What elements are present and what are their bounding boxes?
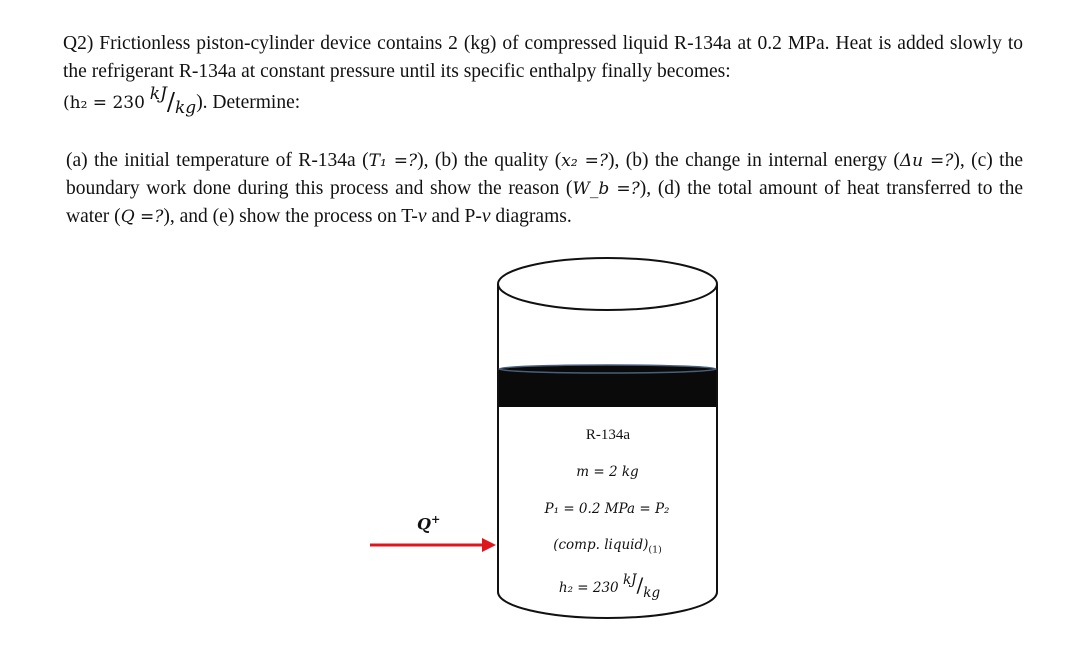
part-c-text: ), (c) the boundary work done during this process and show the reason ( <box>66 150 1023 199</box>
h2-unit-slash: / <box>166 88 175 116</box>
h2-unit-numerator: kJ <box>149 84 167 104</box>
enthalpy-unit-slash: / <box>636 573 644 597</box>
part-e-and: and P- <box>426 206 482 227</box>
pressure-label: P₁ = 0.2 MPa = P₂ <box>544 501 670 517</box>
delta-u-symbol: Δu =? <box>899 151 954 171</box>
state-text: (comp. liquid) <box>553 537 649 553</box>
v-symbol-1: v <box>417 206 427 227</box>
substance-label: R-134a <box>585 427 631 443</box>
problem-intro: Q2) Frictionless piston-cylinder device contains 2 (kg) of compressed liquid R-134a at 0.2 MPa. Heat is added slowly to the refrigerant R-134a at constant pressure until its specific enthalpy finally becomes: <box>63 33 1023 82</box>
part-d-text: ), (d) the total amount of heat transferred to the water ( <box>66 178 1023 227</box>
enthalpy-unit-denominator: kg <box>643 585 661 601</box>
heat-label <box>417 512 440 533</box>
part-a-text: (a) the initial temperature of R-134a ( <box>66 150 369 171</box>
part-e-end: diagrams. <box>490 206 572 227</box>
piston-top-edge <box>499 365 716 373</box>
wb-symbol: W_b =? <box>572 179 640 199</box>
enthalpy-lhs: h₂ = 230 <box>558 580 619 596</box>
state-label <box>520 537 695 556</box>
determine-label: ). Determine: <box>196 92 301 113</box>
h2-unit-denominator: kg <box>175 98 197 118</box>
q-symbol: Q =? <box>120 207 164 227</box>
t1-symbol: T₁ =? <box>368 151 418 171</box>
heat-symbol: Q <box>417 514 431 534</box>
piston <box>499 369 716 407</box>
part-e-text: ), and (e) show the process on T- <box>163 206 418 227</box>
enthalpy-label <box>532 572 687 601</box>
enthalpy-unit-numerator: kJ <box>622 572 637 588</box>
part-b2-text: ), (b) the change in internal energy ( <box>607 150 900 171</box>
mass-label: m = 2 kg <box>576 464 639 480</box>
heat-sign: + <box>430 512 441 526</box>
x2-symbol: x₂ =? <box>561 151 608 171</box>
heat-arrow-head <box>482 538 496 552</box>
part-b-text: ), (b) the quality ( <box>417 150 562 171</box>
h2-expression: (h₂ = 230 <box>63 93 145 113</box>
state-subscript: (1) <box>648 544 662 556</box>
v-symbol-2: v <box>481 206 491 227</box>
cylinder-top-ellipse <box>498 258 717 310</box>
